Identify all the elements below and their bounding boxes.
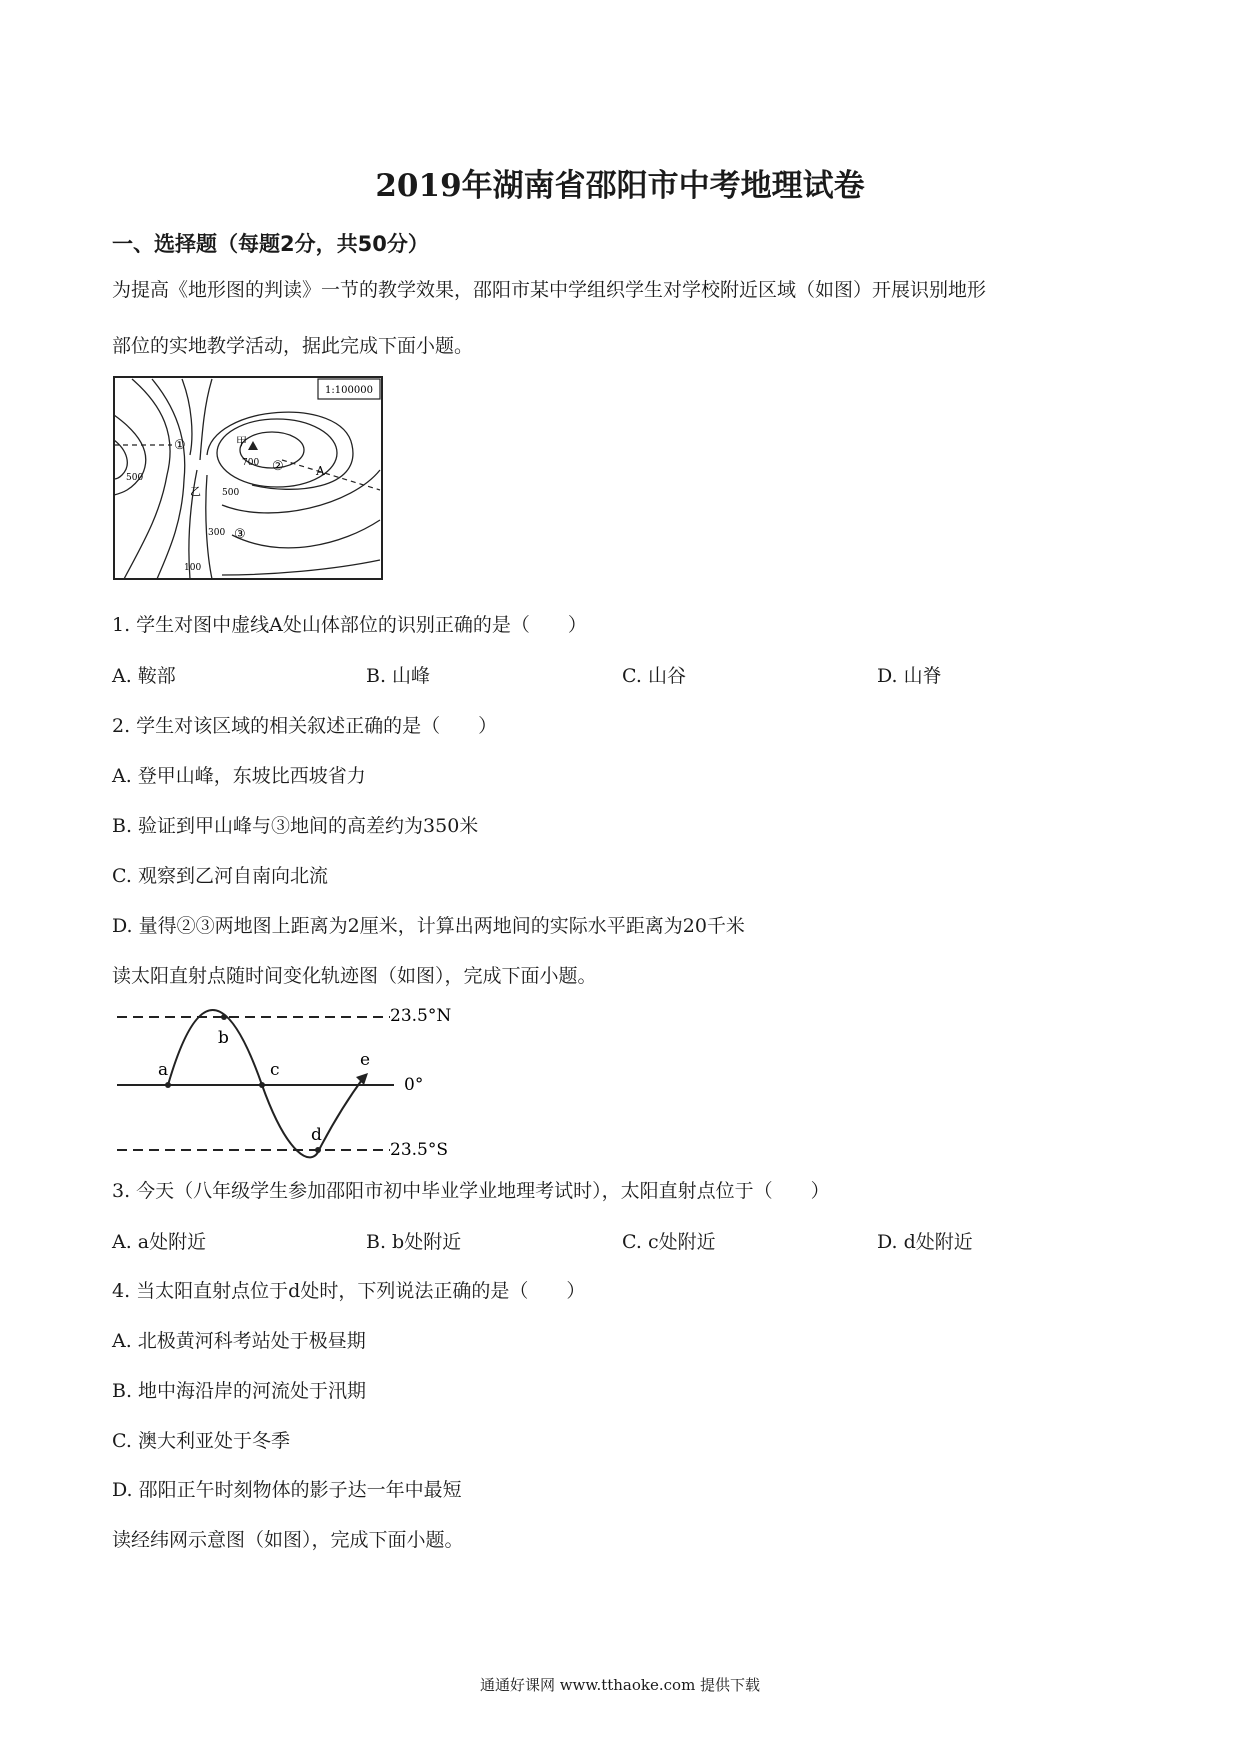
contour-500-right: 500 [222,488,240,498]
intro-paragraph-2: 读太阳直射点随时间变化轨迹图（如图），完成下面小题。 [112,965,597,987]
sun-path-curve [168,1010,320,1157]
q1-option-c: C. 山谷 [622,665,686,687]
map-frame [114,377,382,579]
point-d-label: d [311,1125,322,1145]
question-2: 2. 学生对该区域的相关叙述正确的是（ ） [112,715,498,737]
contour-map-figure [112,375,387,585]
q2-option-d: D. 量得②③两地图上距离为2厘米，计算出两地间的实际水平距离为20千米 [112,915,745,937]
q1-option-d: D. 山脊 [877,665,942,687]
point-1-label: ① [174,438,186,453]
point-c-label: c [270,1060,280,1080]
question-1: 1. 学生对图中虚线A处山体部位的识别正确的是（ ） [112,614,587,636]
section-heading: 一、选择题（每题2分，共50分） [112,232,429,256]
q4-option-d: D. 邵阳正午时刻物体的影子达一年中最短 [112,1479,462,1501]
peak-label: 甲 [236,435,247,448]
point-a-label: a [158,1060,169,1080]
q3-option-d: D. d处附近 [877,1231,973,1253]
arrow-head-icon [356,1073,368,1085]
intro-paragraph-3: 读经纬网示意图（如图），完成下面小题。 [112,1529,464,1551]
q2-option-c: C. 观察到乙河自南向北流 [112,865,328,887]
river-label: 乙 [190,485,201,498]
contour-100: 100 [184,563,202,573]
label-23-5s: 23.5°S [390,1140,448,1160]
q1-option-b: B. 山峰 [366,665,431,687]
contour-300: 300 [208,528,226,538]
intro-line-2: 部位的实地教学活动，据此完成下面小题。 [112,335,474,357]
q4-option-b: B. 地中海沿岸的河流处于汛期 [112,1380,367,1402]
q3-option-b: B. b处附近 [366,1231,462,1253]
scale-text: 1:100000 [325,385,373,396]
point-e-label: e [360,1050,371,1070]
q1-option-a: A. 鞍部 [112,665,176,687]
q3-option-a: A. a处附近 [112,1231,207,1253]
point-b-label: b [218,1028,229,1048]
q2-option-a: A. 登甲山峰，东坡比西坡省力 [112,765,366,787]
question-4: 4. 当太阳直射点位于d处时，下列说法正确的是（ ） [112,1280,586,1302]
line-a-label: A [316,464,325,478]
sun-path-figure [112,995,482,1160]
peak-marker-icon [248,441,258,450]
question-3: 3. 今天（八年级学生参加邵阳市初中毕业学业地理考试时），太阳直射点位于（ ） [112,1180,830,1202]
label-23-5n: 23.5°N [390,1006,452,1026]
point-3-label: ③ [234,527,246,542]
contour-500-left: 500 [126,473,144,483]
intro-line-1: 为提高《地形图的判读》一节的教学效果，邵阳市某中学组织学生对学校附近区域（如图）开展识别地形 [112,279,987,301]
peak-elevation: 700 [242,458,260,468]
point-2-label: ② [272,459,284,474]
q3-option-c: C. c处附近 [622,1231,716,1253]
page-footer: 通通好课网 www.tthaoke.com 提供下载 [479,1676,761,1694]
intro-paragraph-1 [112,262,986,374]
label-equator: 0° [404,1075,424,1095]
q4-option-a: A. 北极黄河科考站处于极昼期 [112,1330,366,1352]
q2-option-b: B. 验证到甲山峰与③地间的高差约为350米 [112,815,479,837]
q4-option-c: C. 澳大利亚处于冬季 [112,1430,290,1452]
page-title: 2019年湖南省邵阳市中考地理试卷 [375,168,865,204]
